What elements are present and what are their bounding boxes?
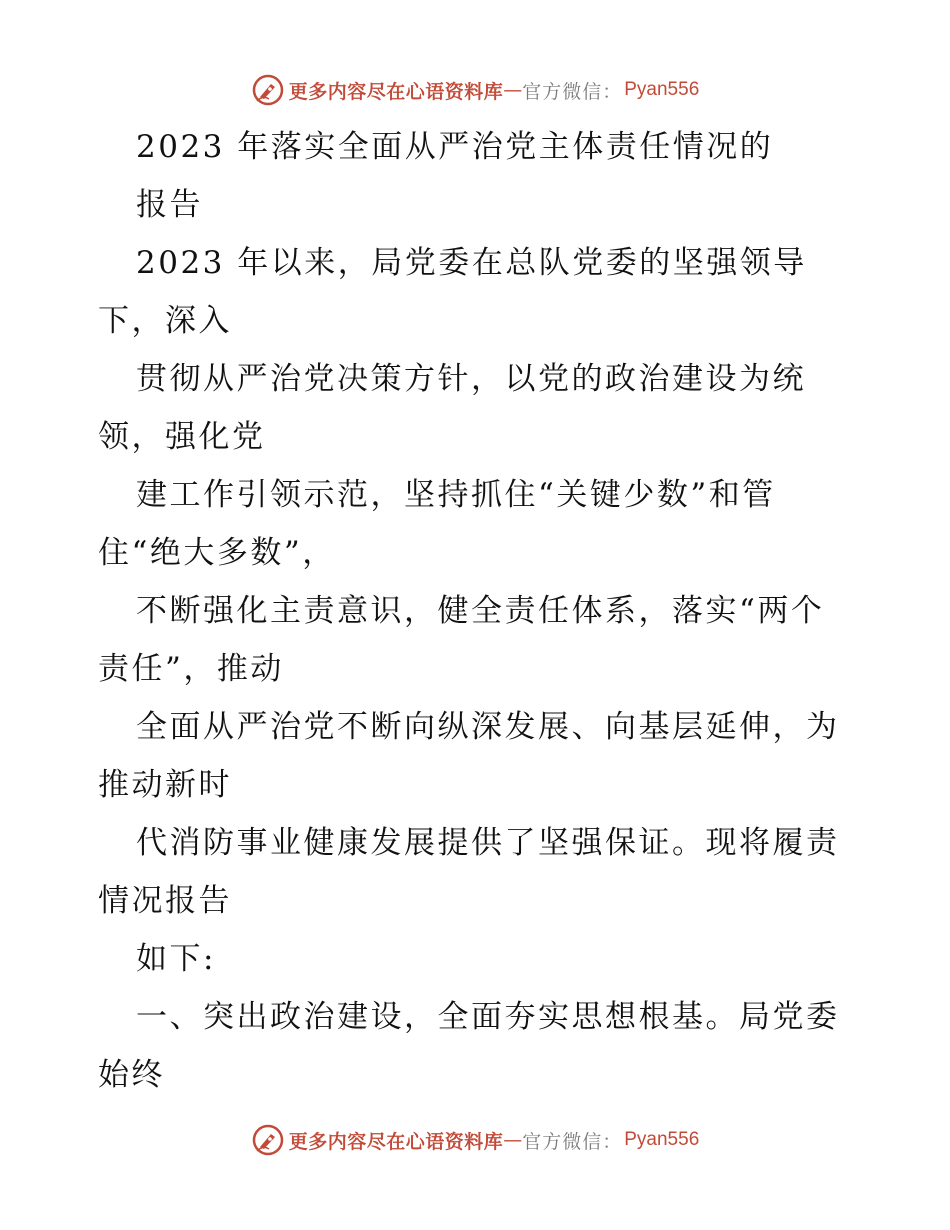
paragraph-line: 下，深入: [98, 303, 232, 339]
document-title-line-1: 2023 年落实全面从严治党主体责任情况的: [136, 129, 774, 165]
paragraph-line: 情况报告: [98, 883, 232, 919]
pen-nib-circle-icon: [251, 1123, 285, 1157]
paragraph-line: 如下:: [136, 941, 216, 977]
watermark-prefix: 更多内容尽在心语资料库: [288, 1130, 504, 1153]
paragraph-line: 不断强化主责意识，健全责任体系，落实“两个: [136, 593, 825, 629]
pen-nib-circle-icon: [251, 73, 285, 107]
paragraph-line: 全面从严治党不断向纵深发展、向基层延伸，为: [136, 709, 840, 745]
paragraph-line: 贯彻从严治党决策方针，以党的政治建设为统: [136, 361, 806, 397]
paragraph-line: 代消防事业健康发展提供了坚强保证。现将履责: [136, 825, 840, 861]
section-heading-line: 一、突出政治建设，全面夯实思想根基。局党委: [136, 999, 840, 1035]
watermark-suffix: 官方微信：: [522, 80, 623, 103]
document-title-line-2: 报告: [136, 187, 203, 223]
watermark-suffix: 官方微信：: [522, 1130, 623, 1153]
watermark-account: Pyan556: [624, 1129, 700, 1150]
watermark-dash: —: [503, 79, 523, 101]
watermark-prefix: 更多内容尽在心语资料库: [288, 80, 504, 103]
paragraph-line: 领，强化党: [98, 419, 266, 455]
paragraph-line: 责任”，推动: [98, 651, 284, 687]
paragraph-line: 建工作引领示范，坚持抓住“关键少数”和管: [136, 477, 776, 513]
watermark-account: Pyan556: [624, 79, 700, 100]
watermark-dash: —: [503, 1129, 523, 1151]
watermark-footer: [0, 1120, 950, 1160]
watermark-header: [0, 70, 950, 110]
paragraph-line: 2023 年以来，局党委在总队党委的坚强领导: [136, 245, 807, 281]
paragraph-line: 推动新时: [98, 767, 232, 803]
paragraph-line: 始终: [98, 1057, 165, 1093]
paragraph-line: 住“绝大多数”，: [98, 535, 336, 571]
